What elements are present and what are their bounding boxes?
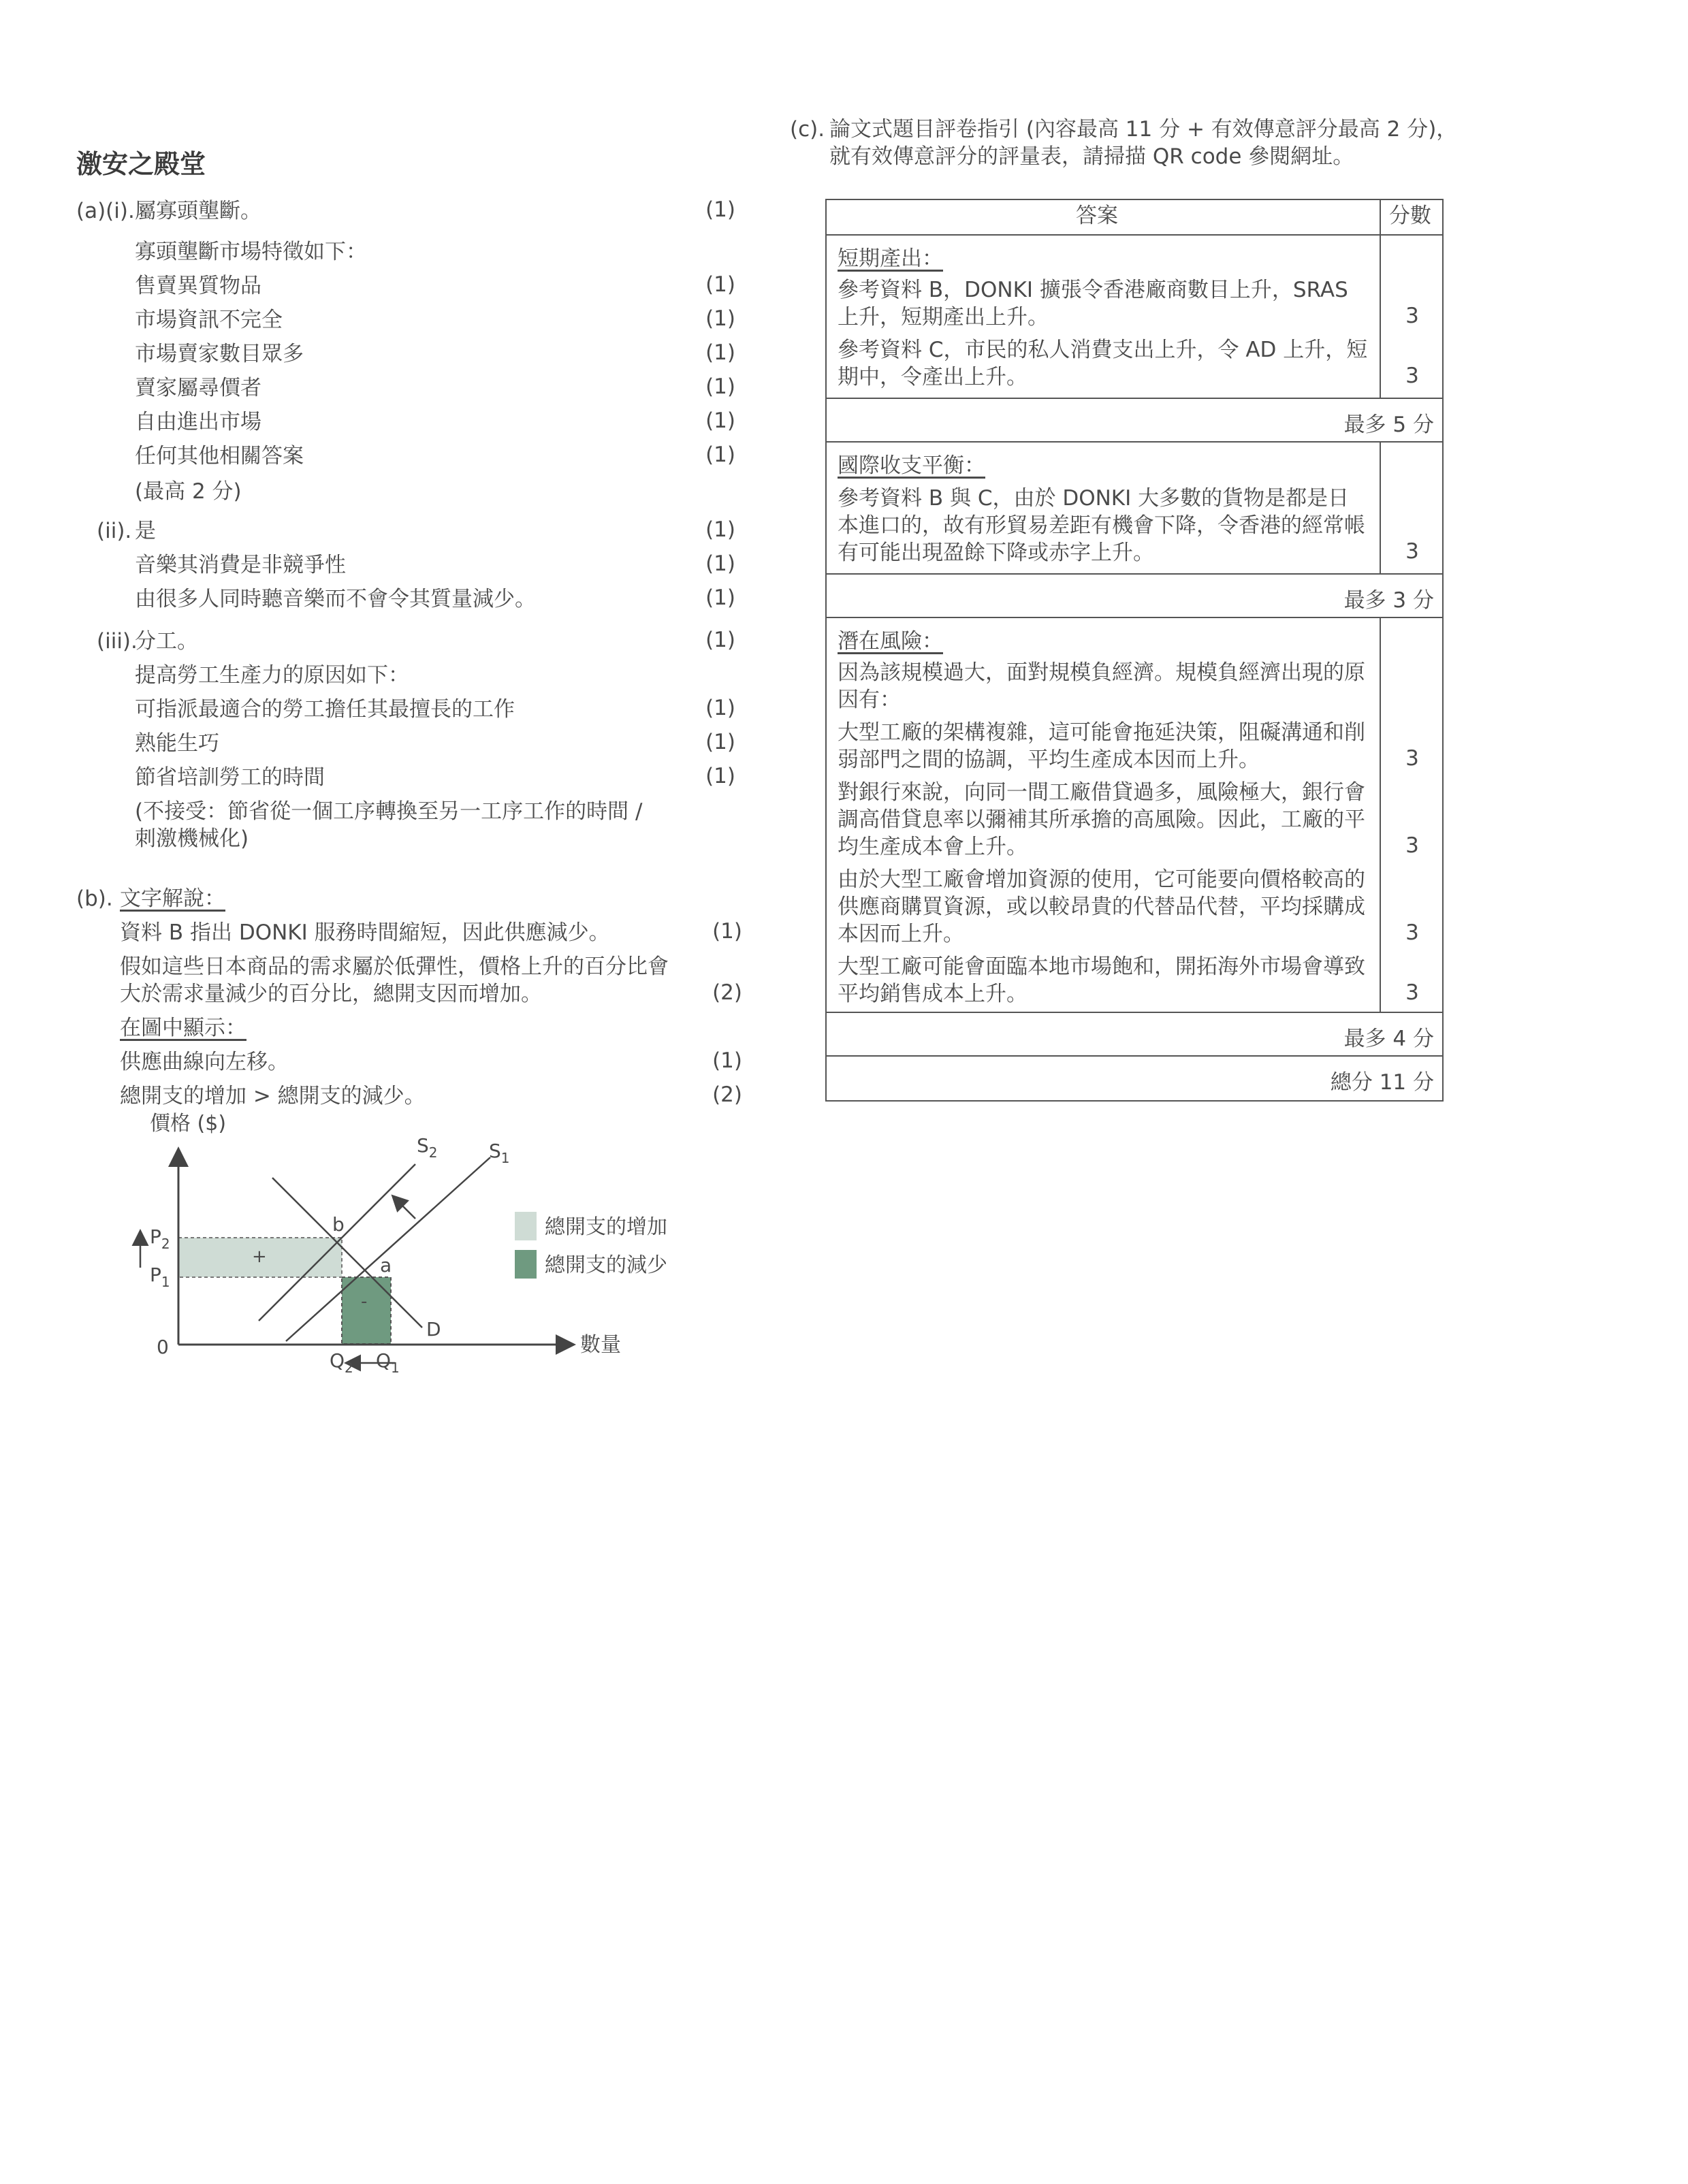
- origin-label: 0: [157, 1336, 169, 1358]
- label-q2-sub: 2: [345, 1360, 353, 1376]
- qa-iii-score: (1): [705, 628, 735, 652]
- label-minus: -: [361, 1291, 368, 1312]
- qa-i-item-score: (1): [705, 340, 735, 365]
- table-answer: 參考資料 B，DONKI 擴張令香港廠商數目上升，SRAS 上升，短期產出上升。: [838, 278, 1348, 330]
- qa-iii-item-score: (1): [705, 730, 735, 754]
- qa-i-max: (最高 2 分): [135, 479, 242, 504]
- qa-iii-item-score: (1): [705, 764, 735, 788]
- legend-decrease-swatch: [515, 1250, 537, 1279]
- qb-line: 供應曲線向左移。: [120, 1050, 289, 1074]
- qa-iii-item: 可指派最適合的勞工擔任其最擅長的工作: [135, 697, 515, 722]
- table-answer: 大型工廠可能會面臨本地市場飽和，開拓海外市場會導致平均銷售成本上升。: [838, 954, 1365, 1006]
- svg-text:S1: [489, 1140, 510, 1166]
- supply-demand-diagram: [123, 1110, 722, 1382]
- label-s1-sub: 1: [500, 1150, 510, 1166]
- section-max: 最多 3 分: [1343, 588, 1434, 613]
- svg-text:P1: [150, 1264, 170, 1290]
- qa-ii-answer: 是: [135, 519, 156, 543]
- section-max: 最多 4 分: [1343, 1027, 1434, 1051]
- qa-i-intro: 寡頭壟斷市場特徵如下：: [135, 240, 367, 264]
- table-header-answer: 答案: [1076, 204, 1118, 228]
- qa-i-item-score: (1): [705, 408, 735, 433]
- table-score: 3: [1405, 746, 1419, 771]
- qa-iii-item: 熟能生巧: [135, 731, 219, 756]
- label-b: b: [332, 1213, 345, 1236]
- qa-i-item: 市場賣家數目眾多: [135, 342, 304, 366]
- qa-ii-score: (1): [705, 517, 735, 542]
- table-score: 3: [1405, 980, 1419, 1005]
- qb-line-score: (1): [712, 1048, 742, 1073]
- label-p2-sub: 2: [161, 1236, 170, 1252]
- qa-i-item: 自由進出市場: [135, 410, 261, 434]
- table-header-score: 分數: [1389, 204, 1431, 228]
- label-p1-sub: 1: [161, 1274, 170, 1290]
- table-score: 3: [1405, 920, 1419, 945]
- label-d: D: [426, 1318, 441, 1340]
- table-answer: 對銀行來說，向同一間工廠借貸過多，風險極大，銀行會調高借貸息率以彌補其所承擔的高風險。因此，工廠的平均生產成本會上升。: [838, 780, 1365, 859]
- table-score: 3: [1405, 364, 1419, 388]
- qb-line: 大於需求量減少的百分比，總開支因而增加。: [120, 982, 542, 1006]
- y-axis-label: 價格 ($): [150, 1112, 227, 1136]
- qa-i-item: 賣家屬尋價者: [135, 376, 261, 400]
- label-p1: P: [150, 1264, 161, 1286]
- table-total: 總分 11 分: [1330, 1070, 1434, 1095]
- shift-arrow: [394, 1197, 415, 1219]
- table-score: 3: [1405, 833, 1419, 858]
- qa-i-item-score: (1): [705, 272, 735, 297]
- qa-ii-item: 音樂其消費是非競爭性: [135, 553, 346, 577]
- qb-heading: 在圖中顯示：: [120, 1016, 246, 1040]
- qb-line-score: (1): [712, 919, 742, 944]
- x-axis-label: 數量: [580, 1333, 621, 1357]
- label-q1-sub: 1: [391, 1360, 400, 1376]
- section-max: 最多 5 分: [1343, 413, 1434, 437]
- qa-i-score: (1): [705, 197, 735, 222]
- svg-text:Q2: [330, 1349, 353, 1376]
- qb-line-score: (2): [712, 980, 742, 1005]
- table-answer: 參考資料 C，市民的私人消費支出上升，令 AD 上升，短期中，令產出上升。: [838, 338, 1368, 389]
- qa-iii-answer: 分工。: [135, 629, 198, 654]
- label-p2: P: [150, 1225, 161, 1248]
- qb-line: 假如這些日本商品的需求屬於低彈性，價格上升的百分比會: [120, 954, 669, 979]
- qa-ii-item: 由很多人同時聽音樂而不會令其質量減少。: [135, 587, 536, 611]
- svg-text:P2: [150, 1225, 170, 1252]
- qa-i-item: 任何其他相關答案: [135, 444, 304, 468]
- qa-i-item-score: (1): [705, 374, 735, 399]
- legend-decrease-label: 總開支的減少: [545, 1253, 667, 1277]
- page-title: 激安之殿堂: [76, 149, 206, 179]
- label-q2: Q: [330, 1349, 345, 1372]
- qa-iii-label: (iii).: [97, 629, 138, 654]
- qa-ii-label: (ii).: [97, 519, 132, 543]
- label-q1: Q: [376, 1349, 392, 1372]
- qa-iii-item: 節省培訓勞工的時間: [135, 765, 325, 790]
- qa-iii-intro: 提高勞工生產力的原因如下：: [135, 663, 409, 688]
- svg-text:Q1: [376, 1349, 400, 1376]
- qa-ii-item-score: (1): [705, 585, 735, 610]
- qb-line-score: (2): [712, 1082, 742, 1107]
- table-answer: 因為該規模過大，面對規模負經濟。規模負經濟出現的原因有：: [838, 660, 1365, 712]
- qa-i-item-score: (1): [705, 306, 735, 331]
- section-heading: 潛在風險：: [838, 629, 943, 654]
- table-answer: 參考資料 B 與 C，由於 DONKI 大多數的貨物是都是日本進口的，故有形貿易差距有機會下降，令香港的經常帳有可能出現盈餘下降或赤字上升。: [838, 486, 1365, 565]
- table-score: 3: [1405, 304, 1419, 328]
- qa-iii-item-score: (1): [705, 696, 735, 720]
- table-score: 3: [1405, 539, 1419, 564]
- qa-i-item: 市場資訊不完全: [135, 308, 283, 332]
- table-answer: 大型工廠的架構複雜，這可能會拖延決策，阻礙溝通和削弱部門之間的協調，平均生產成本因而上升。: [838, 720, 1365, 772]
- qb-label: (b).: [76, 886, 113, 911]
- qa-i-item-score: (1): [705, 443, 735, 467]
- legend-increase-swatch: [515, 1212, 537, 1240]
- label-s1: S: [489, 1140, 501, 1162]
- qb-line: 總開支的增加 > 總開支的減少。: [120, 1084, 426, 1108]
- qc-instruction: 論文式題目評卷指引 (內容最高 11 分 + 有效傳意評分最高 2 分)，: [829, 117, 1458, 142]
- qa-iii-note: 刺激機械化): [135, 826, 249, 851]
- qc-instruction: 就有效傳意評分的評量表，請掃描 QR code 參閱網址。: [829, 144, 1354, 169]
- svg-text:S2: [417, 1134, 438, 1161]
- legend-increase-label: 總開支的增加: [545, 1215, 667, 1239]
- qa-i-item: 售賣異質物品: [135, 274, 261, 298]
- qa-ii-item-score: (1): [705, 551, 735, 576]
- qb-heading: 文字解說：: [120, 886, 225, 911]
- qa-iii-note: (不接受：節省從一個工序轉換至另一工序工作的時間 /: [135, 799, 643, 824]
- qb-line: 資料 B 指出 DONKI 服務時間縮短，因此供應減少。: [120, 920, 610, 945]
- label-plus: +: [252, 1247, 267, 1267]
- qa-i-label: (a)(i).: [76, 199, 135, 223]
- section-heading: 國際收支平衡：: [838, 453, 985, 478]
- qa-i-answer: 屬寡頭壟斷。: [135, 199, 261, 223]
- section-heading: 短期產出：: [838, 246, 943, 271]
- table-answer: 由於大型工廠會增加資源的使用，它可能要向價格較高的供應商購買資源，或以較昂貴的代替品代替，平均採購成本因而上升。: [838, 867, 1365, 946]
- label-s2-sub: 2: [428, 1144, 438, 1161]
- qc-label: (c).: [790, 117, 825, 142]
- label-a: a: [380, 1254, 392, 1276]
- label-s2: S: [417, 1134, 429, 1157]
